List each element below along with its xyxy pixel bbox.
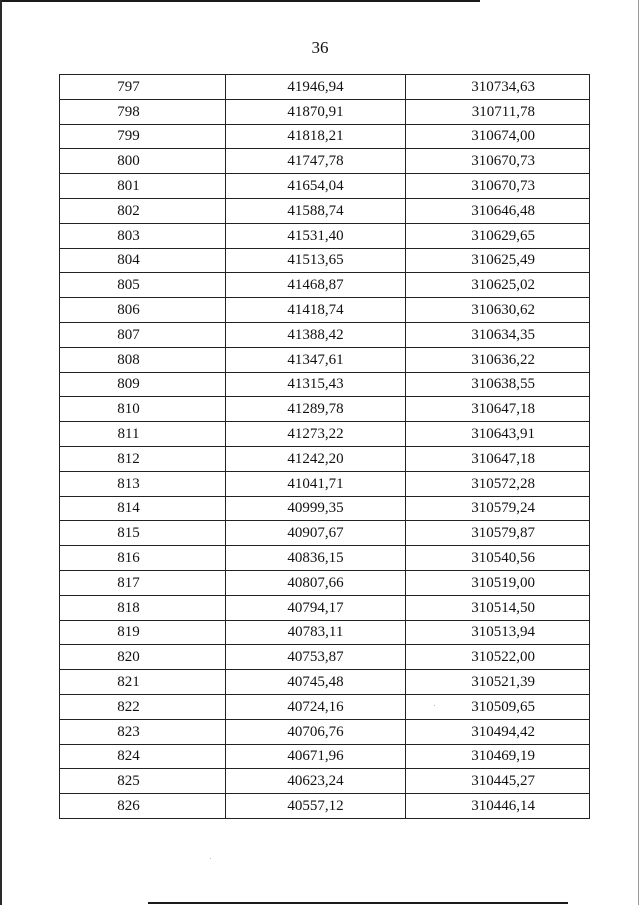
y-coordinate-cell: 310509,65 [406,694,590,719]
point-number-cell: 826 [60,794,226,819]
page-number: 36 [311,38,329,57]
x-coordinate-cell: 41041,71 [226,471,406,496]
y-coordinate-cell: 310638,55 [406,372,590,397]
y-coordinate-cell: 310446,14 [406,794,590,819]
x-coordinate-cell: 40745,48 [226,670,406,695]
point-number-cell: 799 [60,124,226,149]
table-row [60,521,590,546]
table-row [60,446,590,471]
table-row [60,397,590,422]
x-coordinate-cell: 41531,40 [226,223,406,248]
table-row [60,99,590,124]
point-number-cell: 816 [60,546,226,571]
point-number-cell: 823 [60,719,226,744]
table-row [60,223,590,248]
table-row [60,248,590,273]
point-number-cell: 798 [60,99,226,124]
x-coordinate-cell: 41946,94 [226,75,406,100]
point-number-cell: 819 [60,620,226,645]
y-coordinate-cell: 310514,50 [406,595,590,620]
point-number-cell: 813 [60,471,226,496]
y-coordinate-cell: 310629,65 [406,223,590,248]
x-coordinate-cell: 40724,16 [226,694,406,719]
x-coordinate-cell: 40557,12 [226,794,406,819]
point-number-cell: 802 [60,198,226,223]
table-row [60,496,590,521]
y-coordinate-cell: 310579,87 [406,521,590,546]
x-coordinate-cell: 40623,24 [226,769,406,794]
scan-edge-right [638,0,639,905]
scan-edge-left [0,0,2,905]
x-coordinate-cell: 41870,91 [226,99,406,124]
y-coordinate-cell: 310646,48 [406,198,590,223]
x-coordinate-cell: 40753,87 [226,645,406,670]
x-coordinate-cell: 40706,76 [226,719,406,744]
y-coordinate-cell: 310494,42 [406,719,590,744]
point-number-cell: 824 [60,744,226,769]
point-number-cell: 815 [60,521,226,546]
point-number-cell: 814 [60,496,226,521]
y-coordinate-cell: 310647,18 [406,446,590,471]
point-number-cell: 821 [60,670,226,695]
point-number-cell: 810 [60,397,226,422]
point-number-cell: 808 [60,347,226,372]
x-coordinate-cell: 41242,20 [226,446,406,471]
scan-speck [210,858,211,859]
point-number-cell: 811 [60,422,226,447]
y-coordinate-cell: 310670,73 [406,174,590,199]
x-coordinate-cell: 41388,42 [226,322,406,347]
x-coordinate-cell: 40999,35 [226,496,406,521]
y-coordinate-cell: 310711,78 [406,99,590,124]
point-number-cell: 801 [60,174,226,199]
table-row [60,298,590,323]
table-row [60,570,590,595]
point-number-cell: 817 [60,570,226,595]
point-number-cell: 806 [60,298,226,323]
point-number-cell: 800 [60,149,226,174]
y-coordinate-cell: 310674,00 [406,124,590,149]
x-coordinate-cell: 41289,78 [226,397,406,422]
table-row [60,75,590,100]
x-coordinate-cell: 40907,67 [226,521,406,546]
y-coordinate-cell: 310445,27 [406,769,590,794]
table-row [60,694,590,719]
y-coordinate-cell: 310634,35 [406,322,590,347]
point-number-cell: 805 [60,273,226,298]
x-coordinate-cell: 41654,04 [226,174,406,199]
coordinates-table [59,74,590,819]
table-row [60,620,590,645]
point-number-cell: 803 [60,223,226,248]
x-coordinate-cell: 41468,87 [226,273,406,298]
table-row [60,744,590,769]
scan-edge-top [0,0,480,2]
x-coordinate-cell: 40836,15 [226,546,406,571]
y-coordinate-cell: 310469,19 [406,744,590,769]
table-row [60,347,590,372]
table-row [60,149,590,174]
table-row [60,794,590,819]
table-row [60,546,590,571]
table-row [60,645,590,670]
x-coordinate-cell: 41315,43 [226,372,406,397]
x-coordinate-cell: 41818,21 [226,124,406,149]
y-coordinate-cell: 310521,39 [406,670,590,695]
point-number-cell: 825 [60,769,226,794]
x-coordinate-cell: 41588,74 [226,198,406,223]
x-coordinate-cell: 41747,78 [226,149,406,174]
table-row [60,471,590,496]
table-row [60,372,590,397]
coordinates-table-body [60,75,590,819]
y-coordinate-cell: 310630,62 [406,298,590,323]
point-number-cell: 812 [60,446,226,471]
y-coordinate-cell: 310572,28 [406,471,590,496]
y-coordinate-cell: 310670,73 [406,149,590,174]
table-row [60,595,590,620]
table-row [60,719,590,744]
y-coordinate-cell: 310513,94 [406,620,590,645]
table-row [60,174,590,199]
y-coordinate-cell: 310636,22 [406,347,590,372]
point-number-cell: 797 [60,75,226,100]
x-coordinate-cell: 40671,96 [226,744,406,769]
x-coordinate-cell: 40794,17 [226,595,406,620]
y-coordinate-cell: 310579,24 [406,496,590,521]
point-number-cell: 822 [60,694,226,719]
point-number-cell: 804 [60,248,226,273]
table-row [60,422,590,447]
x-coordinate-cell: 41347,61 [226,347,406,372]
point-number-cell: 809 [60,372,226,397]
scan-edge-bottom [148,902,568,904]
table-row [60,273,590,298]
y-coordinate-cell: 310540,56 [406,546,590,571]
y-coordinate-cell: 310519,00 [406,570,590,595]
table-row [60,769,590,794]
point-number-cell: 807 [60,322,226,347]
y-coordinate-cell: 310734,63 [406,75,590,100]
x-coordinate-cell: 41273,22 [226,422,406,447]
y-coordinate-cell: 310522,00 [406,645,590,670]
x-coordinate-cell: 41418,74 [226,298,406,323]
point-number-cell: 820 [60,645,226,670]
table-row [60,124,590,149]
y-coordinate-cell: 310625,49 [406,248,590,273]
y-coordinate-cell: 310625,02 [406,273,590,298]
y-coordinate-cell: 310647,18 [406,397,590,422]
table-row [60,198,590,223]
table-row [60,670,590,695]
x-coordinate-cell: 40783,11 [226,620,406,645]
x-coordinate-cell: 41513,65 [226,248,406,273]
y-coordinate-cell: 310643,91 [406,422,590,447]
x-coordinate-cell: 40807,66 [226,570,406,595]
table-row [60,322,590,347]
point-number-cell: 818 [60,595,226,620]
